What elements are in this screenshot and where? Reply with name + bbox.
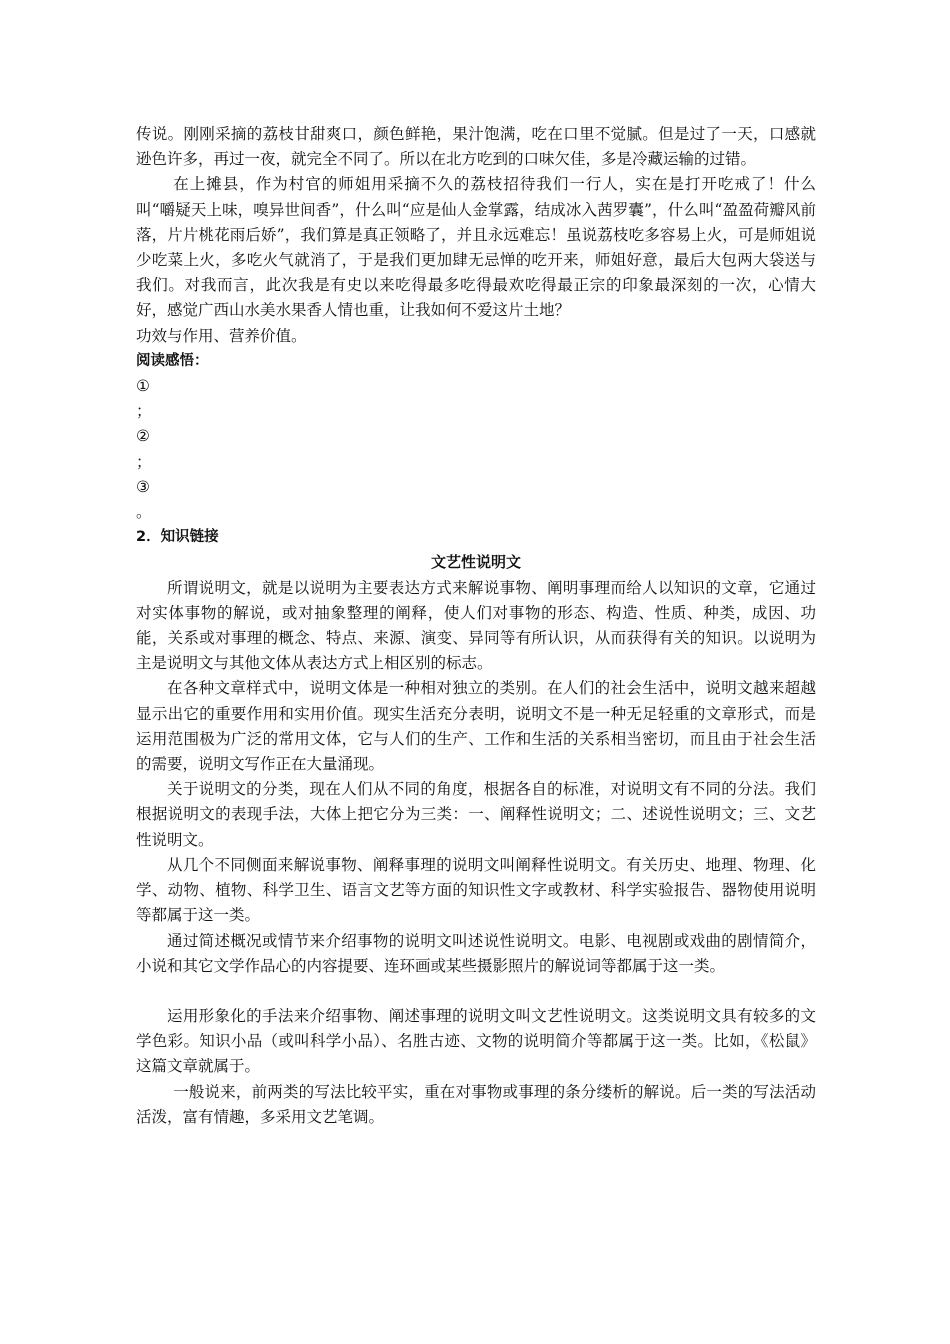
article-paragraph: 所谓说明文，就是以说明为主要表达方式来解说事物、阐明事理而给人以知识的文章，它通过对实体事物的解说，或对抽象整理的阐释，使人们对事物的形态、构造、性质、种类，成因、功能，关系或对事理的概念、特点、来源、演变、异同等有所认识，从而获得有关的知识。以说明为主是说明文与其他文体从表达方式上相区别的标志。 <box>136 578 816 673</box>
article-title: 文艺性说明文 <box>430 553 521 572</box>
document-page <box>136 122 816 1130</box>
reading-item-1: ① <box>136 377 150 396</box>
article-paragraph: 运用形象化的手法来介绍事物、阐述事理的说明文叫文艺性说明文。这类说明文具有较多的文学色彩。知识小品（或叫科学小品）、名胜古迹、文物的说明简介等都属于这一类。比如，《松鼠》这篇文章就属于。 <box>136 1006 816 1076</box>
reading-heading: 阅读感悟： <box>136 352 209 369</box>
section-heading: 2．知识链接 <box>136 529 219 546</box>
reading-item-sep-2: ； <box>136 452 152 471</box>
reading-item-3: ③ <box>136 477 150 496</box>
article-paragraph: 一般说来，前两类的写法比较平实，重在对事物或事理的条分缕析的解说。后一类的写法活动活泼，富有情趣，多采用文艺笔调。 <box>136 1082 816 1126</box>
paragraph-shangtan-visit: 在上摊县，作为村官的师姐用采摘不久的荔枝招待我们一行人，实在是打开吃戒了！什么叫“嚼疑天上味，嗅异世间香”，什么叫“应是仙人金掌露，结成冰入茜罗囊”，什么叫“盈盈荷瓣风前落，片片桃花雨后娇”，我们算是真正领略了，并且永远难忘！虽说荔枝吃多容易上火，可是师姐说少吃菜上火，多吃火气就消了，于是我们更加肆无忌惮的吃开来，师姐好意，最后大包两大袋送与我们。对我而言，此次我是有史以来吃得最多吃得最欢吃得最正宗的印象最深刻的一次，心情大好，感觉广西山水美水果香人情也重，让我如何不爱这片土地？ <box>136 175 816 320</box>
article-paragraph: 关于说明文的分类，现在人们从不同的角度，根据各自的标准，对说明文有不同的分法。我们根据说明文的表现手法，大体上把它分为三类：一、阐释性说明文；二、述说性说明文；三、文艺性说明文。 <box>136 780 816 849</box>
article-paragraph: 从几个不同侧面来解说事物、阐释事理的说明文叫阐释性说明文。有关历史、地理、物理、化学、动物、植物、科学卫生、语言文艺等方面的知识性文字或教材、科学实验报告、器物使用说明等都属于这一类。 <box>136 855 816 925</box>
paragraph-effects: 功效与作用、营养价值。 <box>136 326 307 345</box>
reading-item-end: 。 <box>136 503 152 522</box>
reading-item-2: ② <box>136 427 150 446</box>
article-paragraph: 通过简述概况或情节来介绍事物的说明文叫述说性说明文。电影、电视剧或戏曲的剧情简介，小说和其它文学作品心的内容提要、连环画或某些摄影照片的解说词等都属于这一类。 <box>136 931 816 975</box>
reading-item-sep-1: ； <box>136 402 152 421</box>
article-paragraph: 在各种文章样式中，说明文体是一种相对独立的类别。在人们的社会生活中，说明文越来超越显示出它的重要作用和实用价值。现实生活充分表明，说明文不是一种无足轻重的文章形式，而是运用范围极为广泛的常用文体，它与人们的生产、工作和生活的关系相当密切，而且由于社会生活的需要，说明文写作正在大量涌现。 <box>136 679 816 774</box>
paragraph-litchi-freshness: 传说。刚刚采摘的荔枝甘甜爽口，颜色鲜艳，果汁饱满，吃在口里不觉腻。但是过了一天，口感就逊色许多，再过一夜，就完全不同了。所以在北方吃到的口味欠佳，多是冷藏运输的过错。 <box>136 125 816 169</box>
blank-line <box>136 979 816 1004</box>
